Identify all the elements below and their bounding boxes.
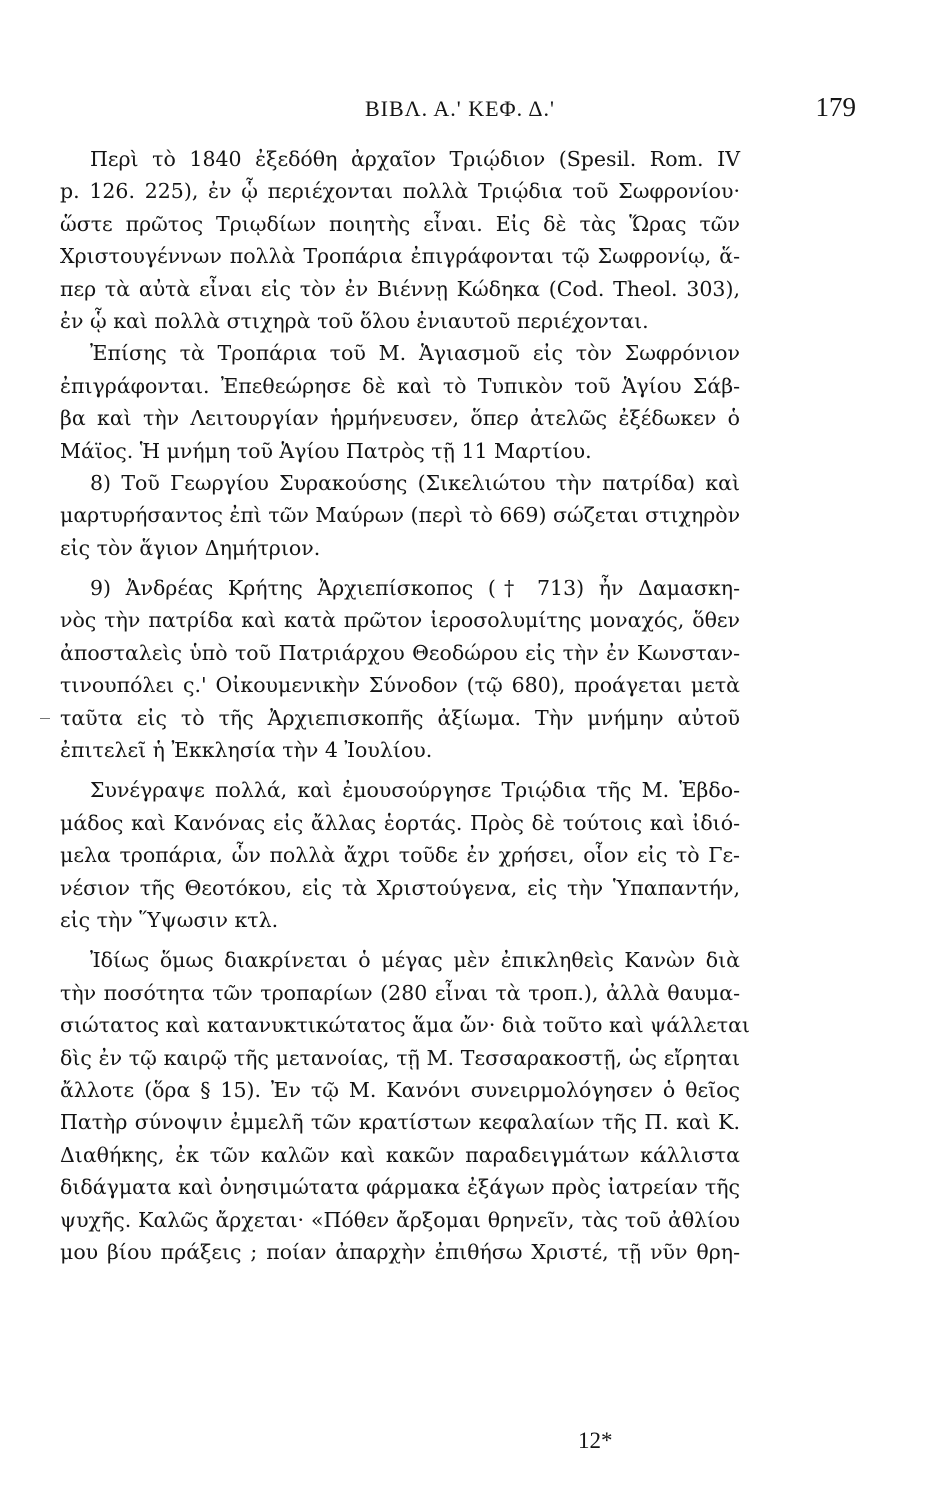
text-line: Μάϊος. Ἡ μνήμη τοῦ Ἁγίου Πατρὸς τῇ 11 Μαρτίου. <box>60 438 592 463</box>
paragraph-gap <box>60 564 740 572</box>
text-line: ἀποσταλεὶς ὑπὸ τοῦ Πατριάρχου Θεοδώρου εἰς τὴν ἐν Κωνσταν- <box>60 640 740 665</box>
text-line: ὥστε πρῶτος Τριῳδίων ποιητὴς εἶναι. Εἰς δὲ τὰς Ὥρας τῶν <box>60 211 740 236</box>
signature-mark: 12* <box>578 1428 613 1453</box>
text-line: Περὶ τὸ 1840 ἐξεδόθη ἀρχαῖον Τριῴδιον (Spesil. Rom. IV <box>90 147 740 171</box>
text-line: βα καὶ τὴν Λειτουργίαν ἡρμήνευσεν, ὅπερ ἀτελῶς ἐξέδωκεν ὁ <box>60 406 740 431</box>
text-line: μαρτυρήσαντος ἐπὶ τῶν Μαύρων (περὶ τὸ 669) σώζεται στιχηρὸν <box>60 503 741 528</box>
text-line: ταῦτα εἰς τὸ τῆς Ἀρχιεπισκοπῆς ἀξίωμα. Τὴν μνήμην αὐτοῦ <box>60 705 740 730</box>
text-line: τινουπόλει ς.' Οἰκουμενικὴν Σύνοδον (τῷ 680), προάγεται μετὰ <box>60 673 740 698</box>
text-line: δὶς ἐν τῷ καιρῷ τῆς μετανοίας, τῇ Μ. Τεσσαρακοστῇ, ὡς εἴρηται <box>60 1045 740 1070</box>
text-line: μάδος καὶ Κανόνας εἰς ἄλλας ἑορτάς. Πρὸς δὲ τούτοις καὶ ἰδιό- <box>60 810 740 835</box>
margin-mark <box>40 718 50 719</box>
text-line: Συνέγραψε πολλά, καὶ ἐμουσούργησε Τριῴδια τῆς Μ. Ἑβδο- <box>90 778 740 803</box>
text-line: Διαθήκης, ἐκ τῶν καλῶν καὶ κακῶν παραδειγμάτων κάλλιστα <box>60 1142 740 1167</box>
text-line: μου βίου πράξεις ; ποίαν ἀπαρχὴν ἐπιθήσω Χριστέ, τῇ νῦν θρη- <box>60 1239 740 1264</box>
running-head: ΒΙΒΛ. Α.' ΚΕΦ. Δ.' <box>364 96 556 121</box>
text-line: ψυχῆς. Καλῶς ἄρχεται· «Πόθεν ἄρξομαι θρηνεῖν, τὰς τοῦ ἀθλίου <box>60 1207 740 1232</box>
page-number: 179 <box>815 92 856 122</box>
text-line: εἰς τὴν Ὕψωσιν κτλ. <box>60 907 279 932</box>
text-line: τὴν ποσότητα τῶν τροπαρίων (280 εἶναι τὰ τροπ.), ἀλλὰ θαυμα- <box>60 980 740 1005</box>
paragraph-gap <box>60 766 740 774</box>
text-line: 9) Ἀνδρέας Κρήτης Ἀρχιεπίσκοπος († 713) ἦν Δαμασκη- <box>90 576 740 601</box>
text-line: σιώτατος καὶ κατανυκτικώτατος ἅμα ὤν· διὰ τοῦτο καὶ ψάλλεται <box>60 1013 750 1038</box>
text-line: Χριστουγέννων πολλὰ Τροπάρια ἐπιγράφονται τῷ Σωφρονίῳ, ἅ- <box>60 244 740 269</box>
text-line: Πατὴρ σύνοψιν ἐμμελῆ τῶν κρατίστων κεφαλαίων τῆς Π. καὶ Κ. <box>60 1110 740 1135</box>
page-header <box>60 92 860 132</box>
text-line: ἐπιγράφονται. Ἐπεθεώρησε δὲ καὶ τὸ Τυπικὸν τοῦ Ἁγίου Σάβ- <box>60 373 740 398</box>
text-line: περ τὰ αὐτὰ εἶναι εἰς τὸν ἐν Βιέννῃ Κώδηκα (Cod. Theol. 303), <box>60 276 740 301</box>
paragraph-gap <box>60 936 740 944</box>
text-line: νέσιον τῆς Θεοτόκου, εἰς τὰ Χριστούγενα, εἰς τὴν Ὑπαπαντήν, <box>60 875 740 900</box>
text-line: ἐν ᾧ καὶ πολλὰ στιχηρὰ τοῦ ὅλου ἐνιαυτοῦ περιέχονται. <box>60 308 649 333</box>
text-line: Ἐπίσης τὰ Τροπάρια τοῦ Μ. Ἁγιασμοῦ εἰς τὸν Σωφρόνιον <box>90 341 740 366</box>
text-line: μελα τροπάρια, ὧν πολλὰ ἄχρι τοῦδε ἐν χρήσει, οἷον εἰς τὸ Γε- <box>60 843 740 868</box>
text-line: p. 126. 225), ἐν ᾧ περιέχονται πολλὰ Τριῴδια τοῦ Σωφρονίου· <box>60 179 740 204</box>
text-line: εἰς τὸν ἅγιον Δημήτριον. <box>60 535 321 560</box>
text-line: διδάγματα καὶ ὀνησιμώτατα φάρμακα ἐξάγων πρὸς ἰατρείαν τῆς <box>60 1175 740 1200</box>
text-line: Ἰδίως ὅμως διακρίνεται ὁ μέγας μὲν ἐπικληθεὶς Κανὼν διὰ <box>90 948 740 973</box>
body-text <box>60 143 750 1268</box>
text-line: νὸς τὴν πατρίδα καὶ κατὰ πρῶτον ἱεροσολυμίτης μοναχός, ὅθεν <box>60 608 740 633</box>
text-line: 8) Τοῦ Γεωργίου Συρακούσης (Σικελιώτου τὴν πατρίδα) καὶ <box>90 470 740 495</box>
text-line: ἐπιτελεῖ ἡ Ἐκκλησία τὴν 4 Ἰουλίου. <box>60 738 433 763</box>
text-line: ἄλλοτε (ὅρα § 15). Ἐν τῷ Μ. Κανόνι συνειρμολόγησεν ὁ θεῖος <box>60 1077 740 1102</box>
